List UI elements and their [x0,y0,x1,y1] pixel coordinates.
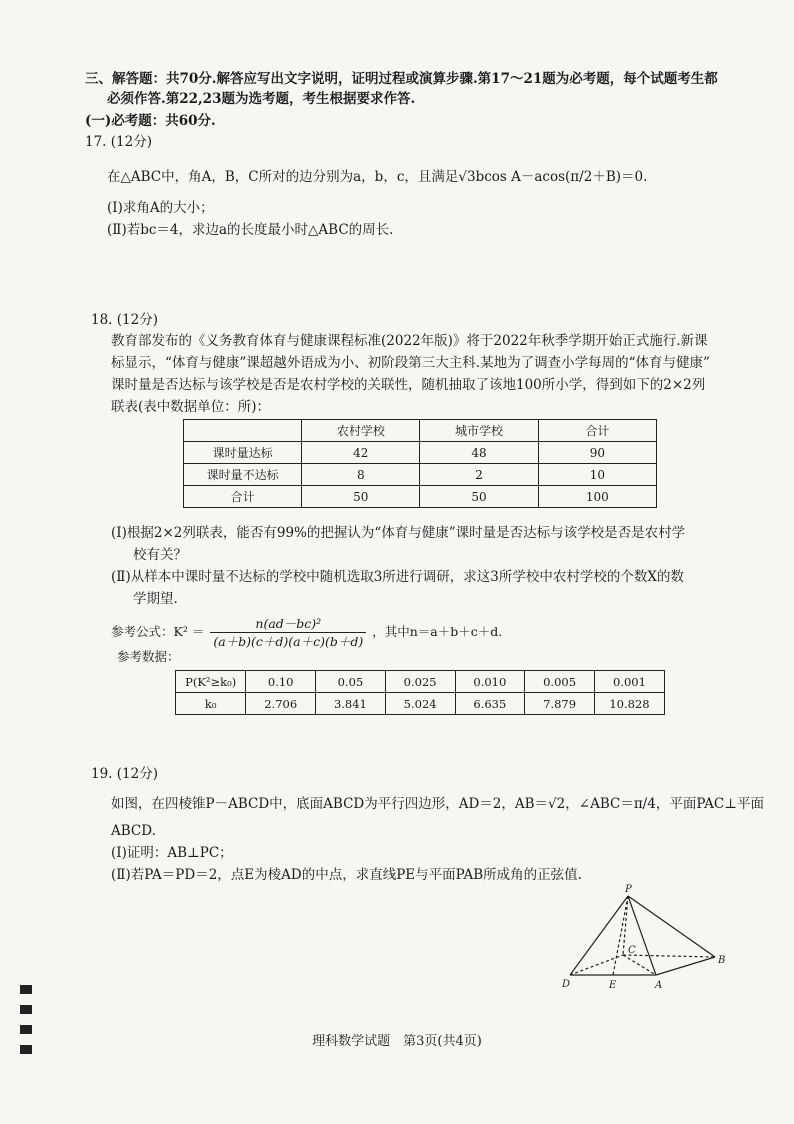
label-e: E [609,980,617,991]
table-cell: 课时量不达标 [184,464,302,486]
formula-label: 参考公式：K² ＝ [111,624,205,639]
table-header-cell [184,420,302,442]
q18-number: 18. (12分) [91,312,158,328]
q17-part1: (Ⅰ)求角A的大小； [107,200,214,216]
q19-stem1: 如图，在四棱锥P－ABCD中，底面ABCD为平行四边形，AD＝2，AB＝√2，∠ABC＝π/4，平面PAC⊥平面 [111,796,764,812]
formula-denominator: (a＋b)(c＋d)(a＋c)(b＋d) [213,634,364,649]
table-cell: 48 [420,442,538,464]
page-footer: 理科数学试题 第3页(共4页) [312,1034,482,1049]
table-cell: 3.841 [316,693,386,715]
table-cell: 0.05 [316,671,386,693]
table-cell: 8 [302,464,420,486]
q18-part2a: (Ⅱ)从样本中课时量不达标的学校中随机选取3所进行调研，求这3所学校中农村学校的个数X的数 [111,569,684,585]
table-cell: 5.024 [385,693,455,715]
table-cell: P(K²≥k₀) [176,671,246,693]
table-cell: k₀ [176,693,246,715]
table-row [184,464,657,486]
edge-pb [628,896,715,957]
section-header-2: 必须作答.第22,23题为选考题，考生根据要求作答. [107,91,416,107]
edge-cb-hidden [623,955,715,957]
label-b: B [718,955,726,966]
table-cell: 6.635 [455,693,525,715]
table-header-cell: 合计 [538,420,656,442]
table-cell: 2 [420,464,538,486]
q18-part1b: 校有关？ [133,547,187,563]
q17-number: 17. (12分) [85,134,152,150]
label-p: P [625,884,632,895]
edge-pe-hidden [613,896,628,975]
formula-tail: ，其中n＝a＋b＋c＋d. [372,624,503,639]
table-row [184,442,657,464]
q18-stem2: 标显示，“体育与健康”课超越外语成为小、初阶段第三大主科.某地为了调查小学每周的“体育与健康” [111,355,710,371]
table-cell: 90 [538,442,656,464]
q19-part2: (Ⅱ)若PA＝PD＝2，点E为棱AD的中点，求直线PE与平面PAB所成角的正弦值. [111,867,582,883]
edge-pa [628,896,656,975]
q18-part2b: 学期望. [133,591,178,607]
table-cell: 42 [302,442,420,464]
required-header: (一)必考题：共60分. [85,113,216,129]
q19-stem2: ABCD. [111,823,156,839]
edge-ca-hidden [623,955,656,975]
table-cell: 7.879 [525,693,595,715]
q19-number: 19. (12分) [91,766,158,782]
reference-table [175,670,665,715]
table-cell: 10 [538,464,656,486]
q18-stem4: 联表(表中数据单位：所)： [111,399,271,415]
table-cell: 50 [302,486,420,508]
table-header-cell: 农村学校 [302,420,420,442]
table-cell: 0.005 [525,671,595,693]
q17-stem: 在△ABC中，角A，B，C所对的边分别为a，b，c，且满足√3bcos A－acos(π/2＋B)＝0. [107,169,648,185]
table-cell: 100 [538,486,656,508]
contingency-table [183,419,657,508]
q18-stem1: 教育部发布的《义务教育体育与健康课程标准(2022年版)》将于2022年秋季学期开始正式施行.新课 [111,333,708,349]
table-cell: 0.10 [246,671,316,693]
table-cell: 课时量达标 [184,442,302,464]
q18-part1a: (Ⅰ)根据2×2列联表，能否有99%的把握认为“体育与健康”课时量是否达标与该学校是否是农村学 [111,525,686,541]
q19-part1: (Ⅰ)证明：AB⊥PC； [111,845,233,861]
table-cell: 0.025 [385,671,455,693]
section-header: 三、解答题：共70分.解答应写出文字说明，证明过程或演算步骤.第17～21题为必考题，每个试题考生都 [85,71,718,87]
label-a: A [655,980,663,991]
formula-fraction [210,615,366,650]
edge-ab [656,957,715,975]
table-row [184,486,657,508]
table-cell: 合计 [184,486,302,508]
table-header-row [184,420,657,442]
table-cell: 2.706 [246,693,316,715]
table-cell: 10.828 [594,693,664,715]
binding-mark [20,985,32,994]
formula-numerator: n(ad－bc)² [210,615,366,633]
q17-part2: (Ⅱ)若bc＝4，求边a的长度最小时△ABC的周长. [107,222,394,238]
table-cell: 50 [420,486,538,508]
edge-pd [570,896,628,975]
binding-mark [20,1005,32,1014]
table-header-cell: 城市学校 [420,420,538,442]
table-row [176,693,665,715]
label-c: C [628,945,636,956]
table-cell: 0.001 [594,671,664,693]
reference-formula [111,612,502,652]
table-row [176,671,665,693]
label-d: D [562,979,571,990]
table-cell: 0.010 [455,671,525,693]
reference-data-label: 参考数据： [117,649,180,664]
q18-stem3: 课时量是否达标与该学校是否是农村学校的关联性，随机抽取了该地100所小学，得到如下的2×2列 [111,377,706,393]
pyramid-figure [555,882,735,992]
